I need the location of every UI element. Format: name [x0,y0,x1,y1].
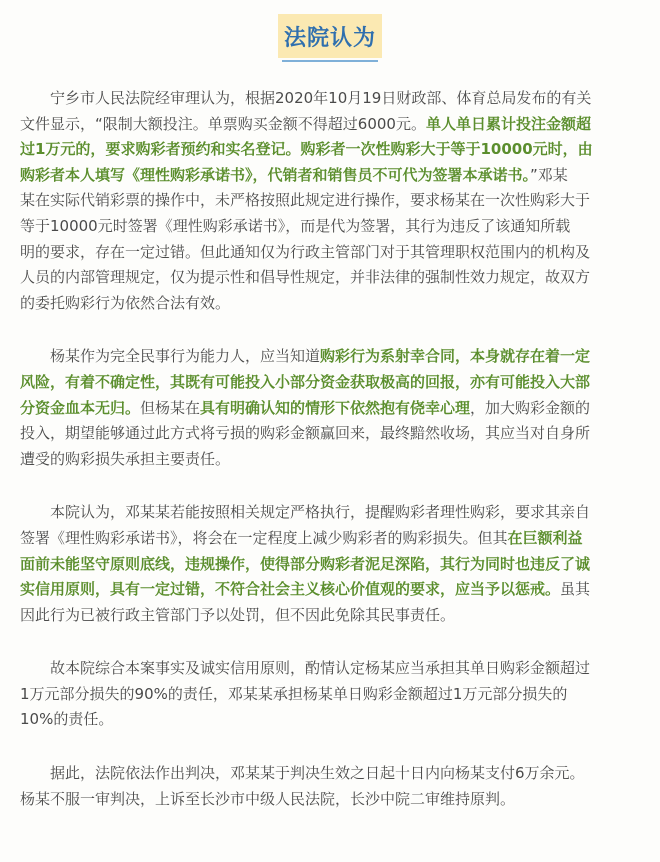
body-text: 但杨某在 [140,398,201,417]
text-line [20,656,640,682]
section-header [0,14,660,58]
text-line [20,240,640,266]
highlighted-text: 过1万元的，要求购彩者预约和实名登记。购彩者一次性购彩大于等于10000元时，由 [20,140,593,159]
title-underline [282,60,378,62]
body-text: 本院认为，邓某某若能按照相关规定严格执行，提醒购彩者理性购彩，要求其亲自 [50,503,591,522]
text-line [20,552,640,578]
text-line [20,682,640,708]
title-banner [278,14,382,58]
text-line [20,112,640,138]
body-text: 遭受的购彩损失承担主要责任。 [20,449,231,468]
text-line [20,447,640,473]
body-text: 签署《理性购彩承诺书》，将会在一定程度上减少购彩者的购彩损失。但其 [20,528,508,547]
paragraph [0,500,660,628]
body-text: 故本院综合本案事实及诚实信用原则，酌情认定杨某应当承担其单日购彩金额超过 [50,659,591,678]
highlighted-text: 单人单日累计投注金额超 [425,114,591,133]
text-line [20,370,640,396]
body-text: 人员的内部管理规定，仅为提示性和倡导性规定，并非法律的强制性效力规定，故双方 [20,268,591,287]
text-line [20,603,640,629]
text-line [20,526,640,552]
text-line [20,421,640,447]
paragraph [0,344,660,472]
text-line [20,396,640,422]
body-text: 杨某不服一审判决，上诉至长沙市中级人民法院，长沙中院二审维持原判。 [20,789,516,808]
body-text: 明的要求，存在一定过错。但此通知仅为行政主管部门对于其管理职权范围内的机构及 [20,242,591,261]
highlighted-text: 购彩者本人填写《理性购彩承诺书》，代销者和销售员不可代为签署本承诺书。 [20,165,531,184]
text-line [20,188,640,214]
section-title: 法院认为 [283,25,376,51]
text-line [20,787,640,813]
highlighted-text: 在巨额利益 [507,528,583,547]
highlighted-text: 具有明确认知的情形下依然抱有侥幸心理 [200,398,471,417]
body-text: 等于10000元时签署《理性购彩承诺书》，而是代为签署，其行为违反了该通知所载 [20,216,571,235]
body-text: 杨某作为完全民事行为能力人，应当知道 [50,347,321,366]
text-line [20,265,640,291]
body-text: 10%的责任。 [20,710,114,729]
body-text: ，加大购彩金额的 [470,398,591,417]
highlighted-text: 分资金血本无归。 [20,398,141,417]
body-text: 因此行为已被行政主管部门予以处罚，但不因此免除其民事责任。 [20,605,456,624]
text-line [20,707,640,733]
text-line [20,500,640,526]
body-text: 宁乡市人民法院经审理认为，根据2020年10月19日财政部、体育总局发布的有关 [50,89,592,107]
highlighted-text: 面前未能坚守原则底线，违规操作，使得部分购彩者泥足深陷，其行为同时也违反了诚 [20,554,591,573]
highlighted-text: 实信用原则，具有一定过错，不符合社会主义核心价值观的要求，应当予以惩戒。 [20,580,561,599]
body-text: ”邓某 [530,165,568,184]
text-line [20,291,640,317]
text-line [20,214,640,240]
body-text: 的委托购彩行为依然合法有效。 [20,293,231,312]
text-line [20,137,640,163]
body-text: 某在实际代销彩票的操作中，未严格按照此规定进行操作，要求杨某在一次性购彩大于 [20,191,591,210]
body-text: 投入，期望能够通过此方式将亏损的购彩金额赢回来，最终黯然收场，其应当对自身所 [20,424,591,443]
text-line [20,86,640,112]
paragraph [0,761,660,812]
paragraph [0,656,660,733]
highlighted-text: 风险，有着不确定性，其既有可能投入小部分资金获取极高的回报，亦有可能投入大部 [20,372,591,391]
body-text: 据此，法院依法作出判决，邓某某于判决生效之日起十日内向杨某支付6万余元。 [50,764,585,783]
text-line [20,761,640,787]
article-body [0,86,660,812]
paragraph [0,86,660,316]
body-text: 虽其 [560,580,591,599]
text-line [20,344,640,370]
body-text: 文件显示，“限制大额投注。单票购买金额不得超过6000元。 [20,114,426,133]
text-line [20,577,640,603]
highlighted-text: 购彩行为系射幸合同，本身就存在着一定 [320,347,591,366]
text-line [20,163,640,189]
body-text: 1万元部分损失的90%的责任，邓某某承担杨某单日购彩金额超过1万元部分损失的 [20,684,568,703]
